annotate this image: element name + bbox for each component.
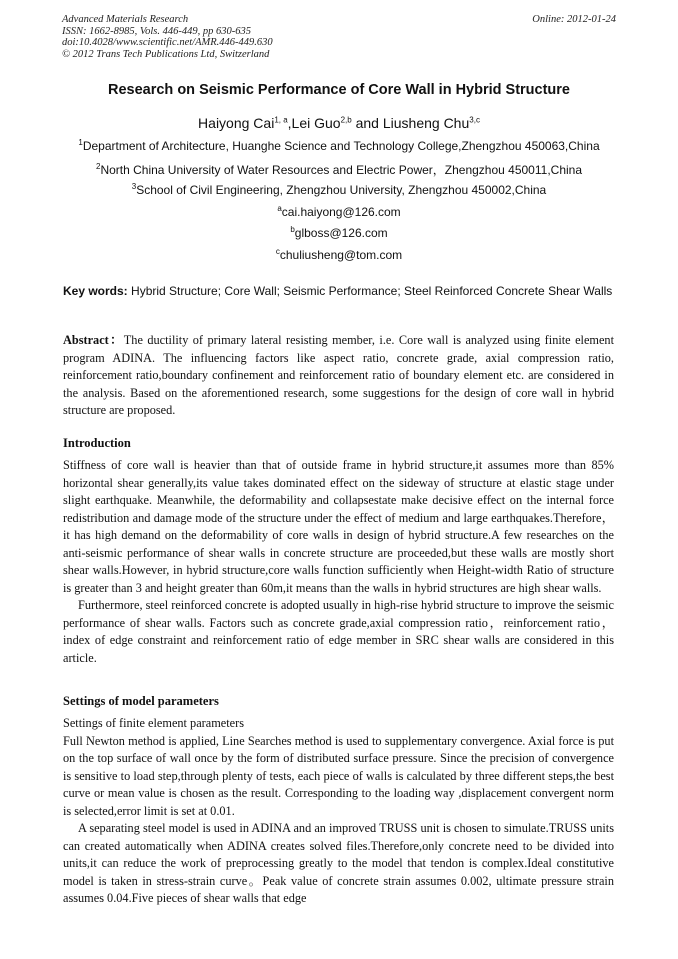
author-name: and Liusheng Chu xyxy=(351,115,470,131)
author-name: Haiyong Cai xyxy=(198,115,275,131)
section-heading-settings: Settings of model parameters xyxy=(63,694,219,708)
email-b xyxy=(30,226,648,240)
email-text: glboss@126.com xyxy=(294,226,388,240)
email-sup: c xyxy=(275,247,280,256)
keywords-label: Key words: xyxy=(63,284,128,298)
abstract-label: Abstract： xyxy=(63,333,124,347)
issn-line: ISSN: 1662-8985, Vols. 446-449, pp 630-635 xyxy=(62,25,251,37)
affiliation-text: North China University of Water Resources and Electric Power，Zhengzhou 450011,China xyxy=(100,163,583,177)
author-sup: 1, a xyxy=(274,115,288,125)
paragraph: Stiffness of core wall is heavier than that of outside frame in hybrid structure,it assumes more than 85% horizontal shear generally,its value takes dominated effect on the sideway of structure at elastic stage under slight earthquake. Meanwhile, the deformability and collapsestate make decisive effect on the internal force redistribution and damage mode of the structure under the effect of medium and large earthquakes.Therefore，it has high demand on the deformability of core walls in design of hybrid structure.A few researches on the anti-seismic performance of shear walls in concrete structure are proceeded,but these walls are mostly short shear walls.However, in hybrid structure,core walls function sufficiently when Height-width Ratio of structure is greater than 3 and height greater than 60m,it means than the walls in hybrid structures are high shear walls. xyxy=(63,458,614,595)
paragraph: A separating steel model is used in ADINA and an improved TRUSS unit is chosen to simulate.TRUSS units can created automatically when ADINA creates solved files.Therefore,only concrete need to be divided into units,it can reduce the work of preprocessing greatly to the model that tendon is complex.Ideal constitutive model is taken in stress-strain curve。Peak value of concrete strain assumes 0.002, ultimate pressure strain assumes 0.04.Five pieces of shear walls that edge xyxy=(63,821,614,905)
keywords-text: Hybrid Structure; Core Wall; Seismic Performance; Steel Reinforced Concrete Shear Walls xyxy=(127,284,613,298)
author-sup: 2,b xyxy=(340,115,352,125)
affiliation-sup: 2 xyxy=(95,162,101,171)
copyright-line: © 2012 Trans Tech Publications Ltd, Switzerland xyxy=(62,48,270,60)
email-a xyxy=(30,205,648,219)
paragraph: Furthermore, steel reinforced concrete is adopted usually in high-rise hybrid structure to improve the seismic performance of shear walls. Factors such as concrete grade,axial compression ratio，reinforcement ratio， index of edge constraint and reinforcement ratio of edge member in SRC shear walls are considered in this article. xyxy=(63,598,614,665)
affiliation-sup: 1 xyxy=(78,138,83,147)
subheading: Settings of finite element parameters xyxy=(63,716,244,730)
online-date: Online: 2012-01-24 xyxy=(532,14,616,25)
affiliation-text: School of Civil Engineering, Zhengzhou University, Zhengzhou 450002,China xyxy=(136,183,547,197)
introduction-body xyxy=(63,457,614,667)
paper-title: Research on Seismic Performance of Core Wall in Hybrid Structure xyxy=(108,82,570,98)
keywords xyxy=(63,283,614,299)
abstract-text: The ductility of primary lateral resisting member, i.e. Core wall is analyzed using finite element program ADINA. The influencing factors like aspect ratio, concrete grade, axial compression ratio, reinforcement ratio,boundary confinement and reinforcement ratio of boundary element etc. are considered in the analysis. Based on the aforementioned research, some suggestions for the design of core wall in hybrid structure are proposed. xyxy=(63,333,614,417)
affiliation-sup: 3 xyxy=(131,182,137,191)
author-line xyxy=(40,115,638,131)
affiliation-text: Department of Architecture, Huanghe Science and Technology College,Zhengzhou 450063,China xyxy=(82,139,600,153)
journal-header xyxy=(62,14,273,60)
affiliation-3 xyxy=(30,183,648,197)
email-c xyxy=(30,248,648,262)
affiliation-1 xyxy=(30,139,648,153)
email-sup: a xyxy=(277,204,282,213)
abstract xyxy=(63,332,614,420)
paragraph: Full Newton method is applied, Line Searches method is used to supplementary convergence. Axial force is put on the top surface of wall once by the form of distributed surface pressure. Since the precision of convergence is sensitive to load step,through plenty of tests, each piece of walls is calculated by three different steps,the best curve or mean value is chosen as the result. Corresponding to the loading way ,displacement convergent norm is selected,error limit is set at 0.01. xyxy=(63,733,614,818)
settings-body xyxy=(63,715,614,908)
doi-line: doi:10.4028/www.scientific.net/AMR.446-449.630 xyxy=(62,37,273,48)
email-sup: b xyxy=(290,225,295,234)
affiliation-2 xyxy=(30,161,648,178)
author-sup: 3,c xyxy=(469,115,480,125)
email-text: cai.haiyong@126.com xyxy=(281,205,401,219)
journal-name: Advanced Materials Research xyxy=(62,14,189,25)
section-heading-introduction: Introduction xyxy=(63,436,131,450)
email-text: chuliusheng@tom.com xyxy=(279,248,403,262)
author-name: ,Lei Guo xyxy=(287,115,341,131)
